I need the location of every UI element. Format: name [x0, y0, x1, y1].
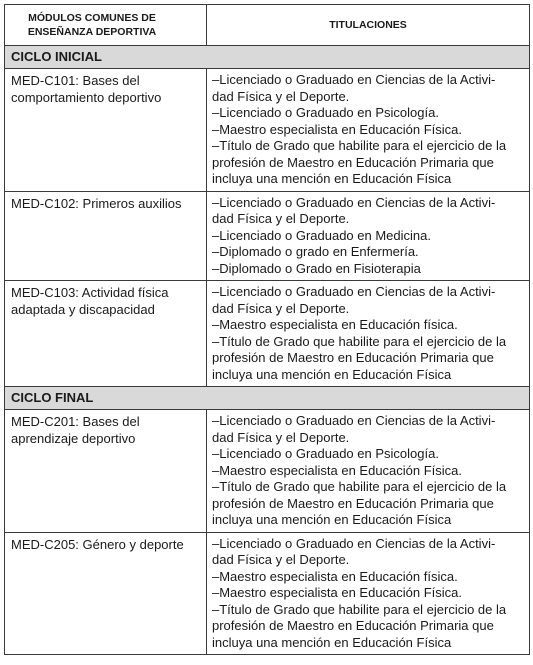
module-cell	[5, 191, 207, 281]
titulacion-line: –Título de Grado que habilite para el ejercicio de la	[212, 479, 507, 494]
module-line: MED-C103: Actividad física	[11, 285, 169, 300]
titulacion-line: –Diplomado o Grado en Fisioterapia	[212, 260, 421, 276]
module-line: adaptada y discapacidad	[11, 301, 155, 317]
table-row	[5, 69, 530, 192]
titulacion-line: –Título de Grado que habilite para el ejercicio de la	[212, 333, 507, 349]
titulacion-line: profesión de Maestro en Educación Primaria que	[212, 154, 494, 170]
titulacion-line: –Título de Grado que habilite para el ejercicio de la	[212, 138, 507, 153]
header-modulos	[5, 5, 207, 46]
titulaciones-cell	[207, 532, 530, 655]
module-line: MED-C101: Bases del	[11, 73, 140, 88]
module-line: MED-C201: Bases del	[11, 414, 140, 429]
header-row	[5, 5, 530, 46]
titulacion-line: –Maestro especialista en Educación Física.	[212, 121, 463, 137]
titulacion-line: dad Física y el Deporte.	[212, 552, 350, 567]
titulacion-line: dad Física y el Deporte.	[212, 88, 350, 104]
titulaciones-cell	[207, 191, 530, 281]
table-body	[5, 46, 530, 655]
titulacion-line: –Maestro especialista en Educación Física.	[212, 585, 463, 600]
titulacion-line: –Licenciado o Graduado en Psicología.	[212, 105, 439, 120]
titulacion-line: profesión de Maestro en Educación Primaria que	[212, 618, 494, 633]
module-line: MED-C205: Género y deporte	[11, 536, 184, 552]
titulaciones-cell	[207, 410, 530, 533]
titulacion-line: –Licenciado o Graduado en Ciencias de la Activi-	[212, 194, 496, 210]
module-line: aprendizaje deportivo	[11, 430, 136, 446]
module-line: comportamiento deportivo	[11, 89, 162, 105]
module-cell	[5, 532, 207, 655]
module-line: MED-C102: Primeros auxilios	[11, 195, 182, 211]
titulacion-line: dad Física y el Deporte.	[212, 300, 350, 316]
titulacion-line: incluya una mención en Educación Física	[212, 366, 452, 382]
titulacion-line: –Título de Grado que habilite para el ejercicio de la	[212, 601, 507, 617]
titulacion-line: dad Física y el Deporte.	[212, 211, 350, 226]
titulacion-line: incluya una mención en Educación Física	[212, 171, 452, 186]
module-cell	[5, 69, 207, 192]
titulacion-line: –Licenciado o Graduado en Ciencias de la Activi-	[212, 413, 496, 428]
header-modulos-line2: ENSEÑANZA DEPORTIVA	[27, 26, 157, 38]
titulaciones-cell	[207, 281, 530, 387]
titulacion-line: profesión de Maestro en Educación Primaria que	[212, 495, 494, 511]
titulaciones-cell	[207, 69, 530, 192]
table-row	[5, 191, 530, 281]
titulacion-line: –Licenciado o Graduado en Medicina.	[212, 227, 431, 243]
titulacion-line: –Maestro especialista en Educación física.	[212, 317, 458, 332]
titulacion-line: –Licenciado o Graduado en Ciencias de la Activi-	[212, 535, 496, 551]
table-row	[5, 532, 530, 655]
table-row	[5, 281, 530, 387]
titulacion-line: –Maestro especialista en Educación Física.	[212, 462, 463, 478]
titulacion-line: –Licenciado o Graduado en Ciencias de la Activi-	[212, 284, 496, 299]
titulacion-line: incluya una mención en Educación Física	[212, 512, 452, 527]
titulacion-line: –Licenciado o Graduado en Ciencias de la Activi-	[212, 72, 496, 87]
header-modulos-line1: MÓDULOS COMUNES DE	[28, 12, 156, 24]
titulacion-line: –Maestro especialista en Educación física.	[212, 568, 458, 584]
titulaciones-table	[4, 4, 530, 655]
titulacion-line: incluya una mención en Educación Física	[212, 634, 452, 650]
header-titulaciones: TITULACIONES	[207, 5, 530, 46]
section-row	[5, 46, 530, 69]
section-row	[5, 387, 530, 410]
section-title: CICLO FINAL	[5, 387, 530, 410]
titulacion-line: dad Física y el Deporte.	[212, 429, 350, 445]
titulacion-line: profesión de Maestro en Educación Primaria que	[212, 350, 494, 365]
section-title: CICLO INICIAL	[5, 46, 530, 69]
module-cell	[5, 410, 207, 533]
titulacion-line: –Licenciado o Graduado en Psicología.	[212, 446, 439, 461]
module-cell	[5, 281, 207, 387]
titulacion-line: –Diplomado o grado en Enfermería.	[212, 244, 419, 259]
table-row	[5, 410, 530, 533]
